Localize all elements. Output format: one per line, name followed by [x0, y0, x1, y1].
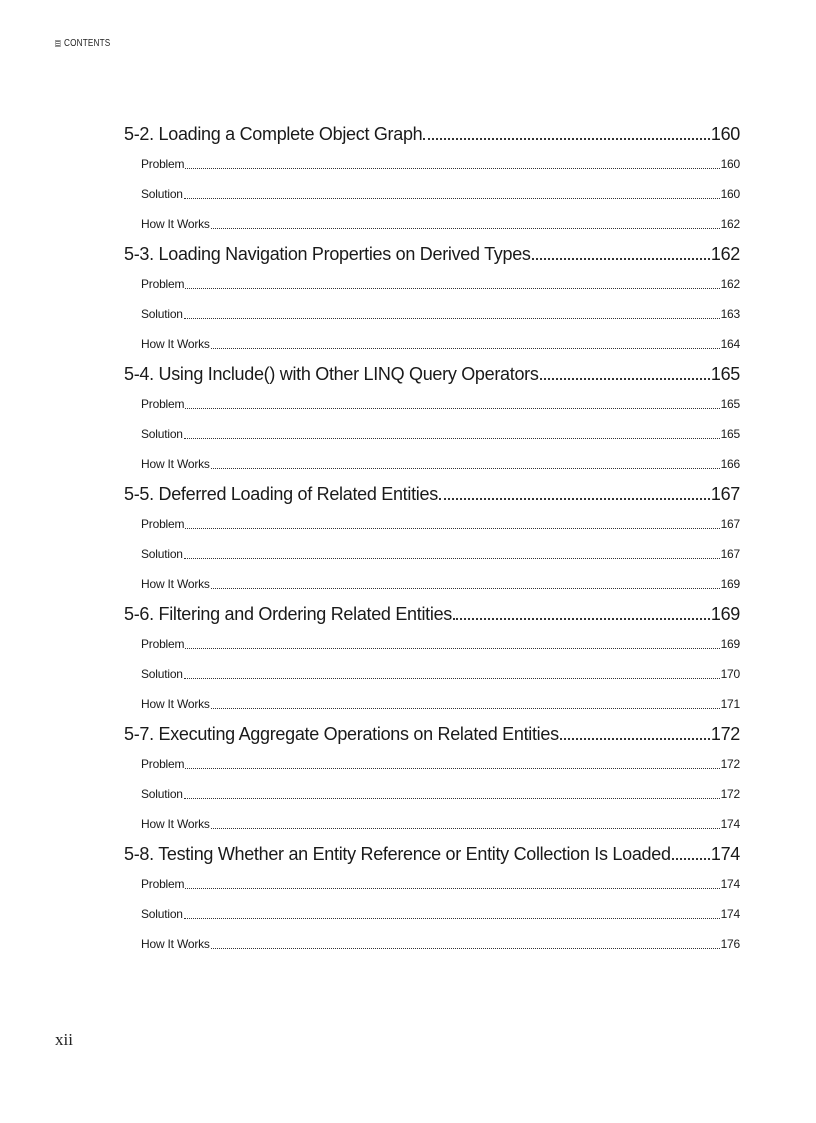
toc-subentry-page: 166 — [720, 457, 740, 471]
toc-subentry-title: Solution — [141, 787, 183, 801]
toc-section-page: 160 — [710, 123, 740, 144]
toc-section[interactable] — [124, 719, 740, 749]
table-of-contents — [124, 119, 740, 959]
toc-subentry-page: 174 — [720, 817, 740, 831]
toc-dot-leader — [211, 828, 720, 829]
toc-dot-leader — [184, 318, 720, 319]
toc-subentry-page: 162 — [720, 217, 740, 231]
toc-dot-leader — [185, 648, 719, 649]
toc-subentry-title: Solution — [141, 907, 183, 921]
page-number: xii — [55, 1030, 73, 1049]
toc-section-title: 5-8. Testing Whether an Entity Reference or Entity Collection Is Loaded — [124, 843, 671, 864]
toc-dot-leader — [185, 528, 719, 529]
toc-section-title: 5-4. Using Include() with Other LINQ Query Operators — [124, 363, 539, 384]
toc-subentry-title: Solution — [141, 547, 183, 561]
toc-subentry-page: 172 — [720, 787, 740, 801]
toc-section-title: 5-5. Deferred Loading of Related Entities — [124, 483, 438, 504]
toc-subentry-page: 165 — [720, 427, 740, 441]
toc-subentry[interactable] — [124, 179, 740, 209]
toc-subentry-title: Problem — [141, 157, 185, 171]
toc-subentry[interactable] — [124, 809, 740, 839]
toc-subentry-page: 160 — [720, 157, 740, 171]
toc-subentry-page: 174 — [720, 877, 740, 891]
toc-subentry-page: 172 — [720, 757, 740, 771]
toc-dot-leader — [185, 768, 719, 769]
toc-subentry-title: Solution — [141, 667, 183, 681]
toc-subentry-page: 167 — [720, 517, 740, 531]
toc-section-page: 169 — [710, 603, 740, 624]
toc-dot-leader — [211, 228, 720, 229]
toc-section[interactable] — [124, 359, 740, 389]
toc-subentry-title: How It Works — [141, 937, 210, 951]
toc-section-page: 167 — [710, 483, 740, 504]
toc-section[interactable] — [124, 839, 740, 869]
toc-subentry-title: Solution — [141, 427, 183, 441]
toc-subentry-title: Solution — [141, 187, 183, 201]
toc-section-title: 5-3. Loading Navigation Properties on Derived Types — [124, 243, 531, 264]
toc-subentry[interactable] — [124, 569, 740, 599]
toc-section-page: 174 — [710, 843, 740, 864]
toc-subentry-title: Problem — [141, 277, 185, 291]
toc-subentry-title: Problem — [141, 757, 185, 771]
toc-subentry-title: Solution — [141, 307, 183, 321]
toc-subentry[interactable] — [124, 149, 740, 179]
toc-dot-leader — [211, 468, 720, 469]
toc-section-page: 165 — [710, 363, 740, 384]
running-head — [55, 38, 110, 49]
toc-dot-leader — [185, 408, 719, 409]
toc-dot-leader — [439, 498, 710, 500]
toc-subentry-page: 169 — [720, 577, 740, 591]
running-head-marker-icon — [55, 40, 61, 47]
toc-subentry-page: 167 — [720, 547, 740, 561]
toc-section-page: 162 — [710, 243, 740, 264]
toc-dot-leader — [185, 168, 719, 169]
toc-subentry-page: 165 — [720, 397, 740, 411]
toc-subentry-page: 169 — [720, 637, 740, 651]
toc-subentry[interactable] — [124, 899, 740, 929]
toc-section-page: 172 — [710, 723, 740, 744]
toc-subentry-page: 163 — [720, 307, 740, 321]
toc-subentry[interactable] — [124, 779, 740, 809]
toc-subentry-title: How It Works — [141, 337, 210, 351]
toc-subentry[interactable] — [124, 299, 740, 329]
toc-dot-leader — [453, 618, 710, 620]
toc-dot-leader — [184, 798, 720, 799]
running-head-text: CONTENTS — [64, 38, 111, 49]
toc-section[interactable] — [124, 479, 740, 509]
toc-subentry[interactable] — [124, 449, 740, 479]
toc-subentry-title: How It Works — [141, 577, 210, 591]
toc-section[interactable] — [124, 599, 740, 629]
toc-dot-leader — [211, 588, 720, 589]
toc-subentry[interactable] — [124, 269, 740, 299]
toc-dot-leader — [672, 858, 710, 860]
toc-dot-leader — [211, 708, 720, 709]
toc-subentry-title: Problem — [141, 637, 185, 651]
toc-subentry[interactable] — [124, 419, 740, 449]
toc-subentry[interactable] — [124, 659, 740, 689]
toc-section[interactable] — [124, 119, 740, 149]
toc-subentry[interactable] — [124, 869, 740, 899]
toc-subentry-title: How It Works — [141, 697, 210, 711]
toc-subentry[interactable] — [124, 389, 740, 419]
toc-subentry-title: How It Works — [141, 457, 210, 471]
toc-dot-leader — [560, 738, 710, 740]
toc-section-title: 5-6. Filtering and Ordering Related Entities — [124, 603, 452, 624]
toc-subentry[interactable] — [124, 629, 740, 659]
toc-section-title: 5-7. Executing Aggregate Operations on Related Entities — [124, 723, 559, 744]
toc-subentry-page: 170 — [720, 667, 740, 681]
toc-subentry-page: 162 — [720, 277, 740, 291]
toc-section-title: 5-2. Loading a Complete Object Graph — [124, 123, 423, 144]
toc-dot-leader — [184, 918, 720, 919]
toc-subentry[interactable] — [124, 209, 740, 239]
toc-dot-leader — [185, 888, 719, 889]
toc-subentry[interactable] — [124, 749, 740, 779]
toc-dot-leader — [185, 288, 719, 289]
toc-subentry-page: 164 — [720, 337, 740, 351]
toc-subentry-title: Problem — [141, 877, 185, 891]
toc-subentry[interactable] — [124, 689, 740, 719]
toc-section[interactable] — [124, 239, 740, 269]
toc-dot-leader — [540, 378, 710, 380]
toc-subentry-page: 176 — [720, 937, 740, 951]
toc-subentry[interactable] — [124, 329, 740, 359]
toc-subentry[interactable] — [124, 539, 740, 569]
toc-dot-leader — [184, 198, 720, 199]
toc-dot-leader — [532, 258, 710, 260]
toc-dot-leader — [184, 438, 720, 439]
toc-subentry-title: Problem — [141, 517, 185, 531]
toc-dot-leader — [423, 138, 709, 140]
toc-subentry-title: How It Works — [141, 217, 210, 231]
toc-subentry-page: 171 — [720, 697, 740, 711]
toc-subentry[interactable] — [124, 929, 740, 959]
toc-subentry-page: 160 — [720, 187, 740, 201]
toc-dot-leader — [211, 948, 720, 949]
toc-dot-leader — [184, 558, 720, 559]
toc-dot-leader — [184, 678, 720, 679]
toc-subentry-page: 174 — [720, 907, 740, 921]
toc-subentry[interactable] — [124, 509, 740, 539]
toc-subentry-title: Problem — [141, 397, 185, 411]
toc-subentry-title: How It Works — [141, 817, 210, 831]
toc-dot-leader — [211, 348, 720, 349]
